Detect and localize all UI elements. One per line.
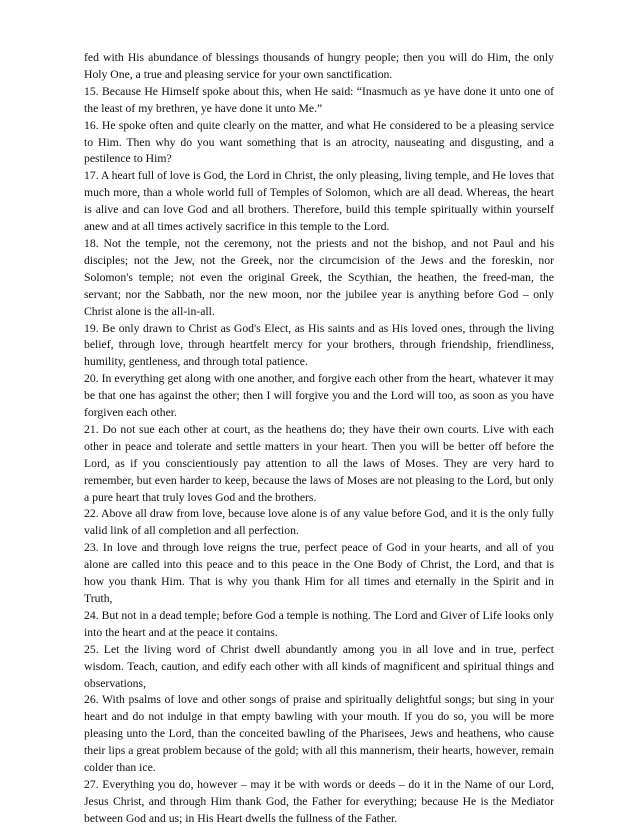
paragraph-23: 23. In love and through love reigns the true, perfect peace of God in your hearts, and all of you alone are called into this peace and to this peace in the One Body of Christ, the Lord, and that is how you thank Him. That is why you thank Him for all times and eternally in the Spirit and in Truth, (84, 541, 554, 605)
document-page (84, 50, 554, 828)
paragraph-22: 22. Above all draw from love, because love alone is of any value before God, and it is the only fully valid link of all completion and all perfection. (84, 507, 554, 538)
paragraph-15: 15. Because He Himself spoke about this, when He said: “Inasmuch as ye have done it unto one of the least of my brethren, ye have done it unto Me.” (84, 84, 554, 115)
paragraph-16: 16. He spoke often and quite clearly on the matter, and what He considered to be a pleasing service to Him. Then why do you want something that is an atrocity, nauseating and disgusting, and a pestilence to Him? (84, 118, 554, 166)
paragraph-17: 17. A heart full of love is God, the Lord in Christ, the only pleasing, living temple, and He loves that much more, than a whole world full of Temples of Solomon, which are all dead. Whereas, the heart is alive and can love God and all brothers. Therefore, build this temple spiritually within yourself anew and at all times actively sacrifice in this temple to the Lord. (84, 169, 554, 234)
paragraph-continuation: fed with His abundance of blessings thousands of hungry people; then you will do Him, the only Holy One, a true and pleasing service for your own sanctification. (84, 51, 554, 81)
paragraph-18: 18. Not the temple, not the ceremony, not the priests and not the bishop, and not Paul and his disciples; not the Jew, not the Greek, nor the circumcision of the Jews and the foreskin, nor Solomon's temple; not even the original Greek, the Scythian, the heathen, the freed-man, the servant; nor the Sabbath, nor the new moon, nor the jubilee year is anything before God – only Christ alone is the all-in-all. (84, 236, 554, 318)
paragraph-21: 21. Do not sue each other at court, as the heathens do; they have their own courts. Live with each other in peace and tolerate and settle matters in your heart. Then you will be better off before the Lord, as if you conscientiously pay attention to all the laws of Moses. They are very hard to remember, but even harder to keep, because the laws of Moses are not pleasing to the Lord, but only a pure heart that truly loves God and the brothers. (84, 422, 554, 504)
paragraph-27: 27. Everything you do, however – may it be with words or deeds – do it in the Name of our Lord, Jesus Christ, and through Him thank God, the Father for everything; because He is the Mediator between God and us; in His Heart dwells the fullness of the Father. (84, 777, 554, 825)
paragraph-24: 24. But not in a dead temple; before God a temple is nothing. The Lord and Giver of Life looks only into the heart and at the peace it contains. (84, 608, 554, 639)
paragraph-19: 19. Be only drawn to Christ as God's Elect, as His saints and as His loved ones, through the living belief, through love, through heartfelt mercy for your brothers, through friendship, friendliness, humility, gentleness, and through total patience. (84, 321, 554, 369)
paragraph-26: 26. With psalms of love and other songs of praise and spiritually delightful songs; but sing in your heart and do not indulge in that empty bawling with your mouth. If you do so, you will be more pleasing unto the Lord, than the conceited bawling of the Pharisees, Jews and heathens, who cause their lips a great problem because of the gold; with all this mannerism, their hearts, however, remain colder than ice. (84, 693, 554, 775)
paragraph-25: 25. Let the living word of Christ dwell abundantly among you in all love and in true, perfect wisdom. Teach, caution, and edify each other with all kinds of magnificent and spiritual things and observations, (84, 642, 554, 690)
paragraph-20: 20. In everything get along with one another, and forgive each other from the heart, whatever it may be that one has against the other; then I will forgive you and the Lord will too, as soon as you have forgiven each other. (84, 372, 554, 420)
